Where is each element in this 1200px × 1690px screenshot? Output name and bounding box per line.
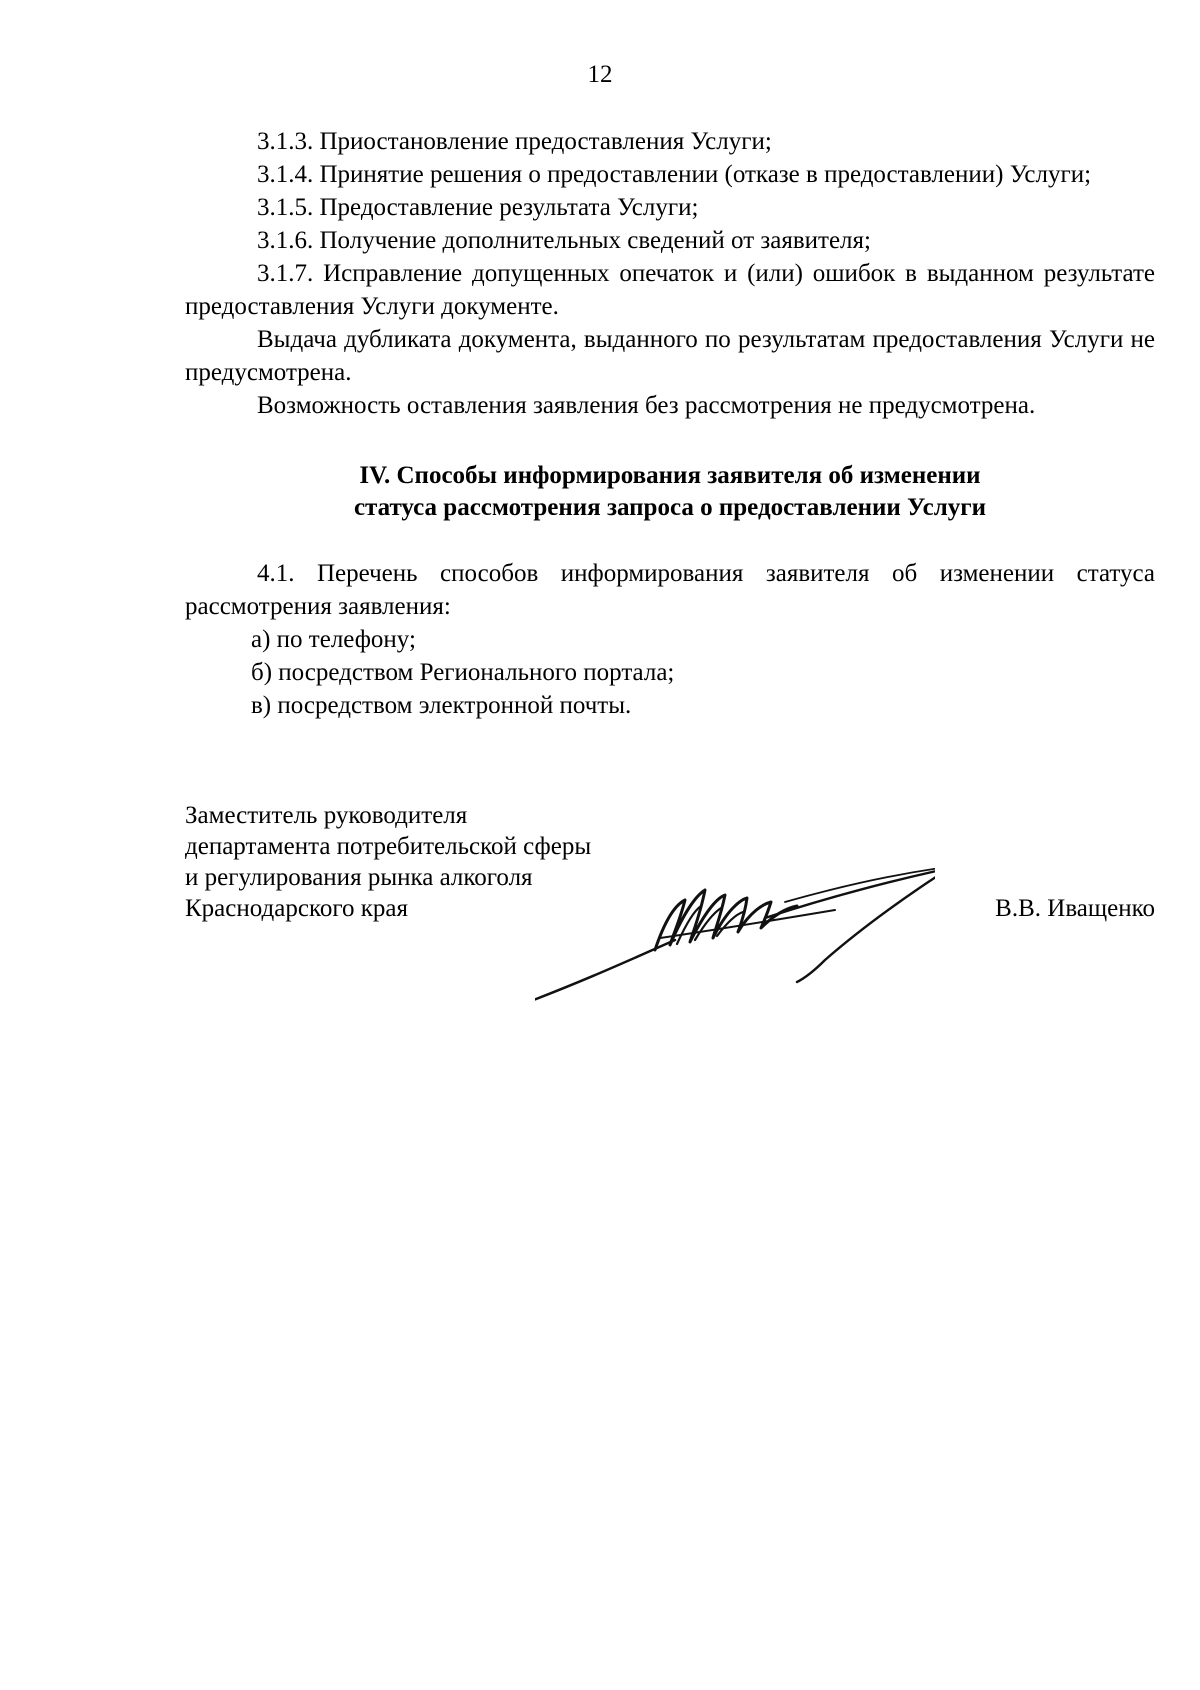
section-4-heading-line-1: IV. Способы информирования заявителя об изменении — [359, 462, 981, 489]
signatory-position-line: и регулирования рынка алкоголя — [185, 864, 533, 891]
section-4-heading-line-2: статуса рассмотрения запроса о предоставлении Услуги — [353, 494, 987, 521]
section-4-heading — [185, 460, 1155, 524]
list-item-portal: б) посредством Регионального портала; — [251, 659, 675, 686]
signatory-position-line: Краснодарского края — [185, 895, 408, 922]
document-body — [185, 125, 1155, 722]
signatory-position-line: департамента потребительской сферы — [185, 833, 592, 860]
page-number: 12 — [587, 61, 613, 88]
handwritten-signature — [535, 840, 935, 1010]
list-item-phone: а) по телефону; — [251, 626, 416, 653]
paragraph-4-1: 4.1. Перечень способов информирования заявителя об изменении статуса рассмотрения заявления: — [185, 560, 1155, 620]
paragraph-3-1-3: 3.1.3. Приостановление предоставления Услуги; — [257, 128, 772, 155]
paragraph-duplicate: Выдача дубликата документа, выданного по результатам предоставления Услуги не предусмотрена. — [185, 326, 1155, 386]
paragraph-3-1-7: 3.1.7. Исправление допущенных опечаток и (или) ошибок в выданном результате предоставления Услуги документе. — [185, 260, 1155, 320]
signatory-name: В.В. Иващенко — [995, 895, 1155, 922]
paragraph-3-1-4: 3.1.4. Принятие решения о предоставлении (отказе в предоставлении) Услуги; — [257, 161, 1092, 188]
signature-block — [185, 800, 1155, 1020]
paragraph-3-1-6: 3.1.6. Получение дополнительных сведений от заявителя; — [257, 227, 871, 254]
signatory-position-line: Заместитель руководителя — [185, 802, 468, 829]
paragraph-3-1-5: 3.1.5. Предоставление результата Услуги; — [257, 194, 699, 221]
paragraph-no-review: Возможность оставления заявления без рассмотрения не предусмотрена. — [257, 392, 1036, 419]
list-item-email: в) посредством электронной почты. — [251, 692, 632, 719]
signature-top-sweep — [785, 866, 935, 902]
